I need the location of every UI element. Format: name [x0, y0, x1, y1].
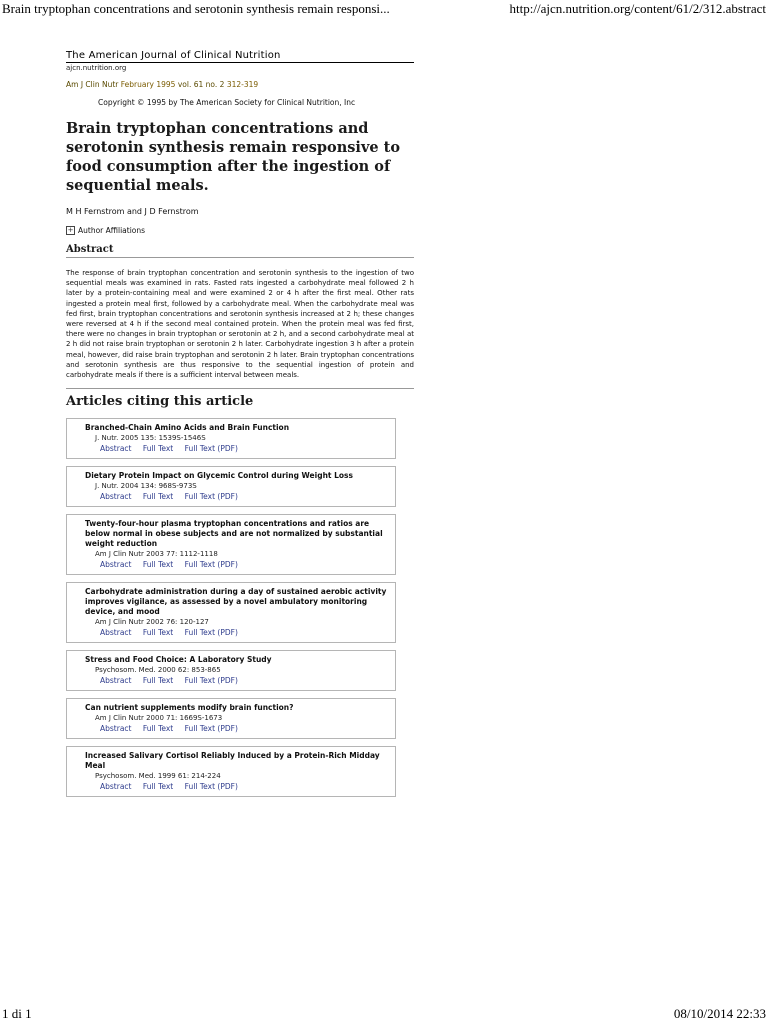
citing-article-ref: Am J Clin Nutr 2003 77: 1112-1118 [95, 550, 218, 559]
citing-article-title: Stress and Food Choice: A Laboratory Study [85, 655, 272, 665]
divider [66, 388, 414, 389]
full-text-link[interactable]: Full Text [142, 560, 174, 570]
abstract-link[interactable]: Abstract [100, 444, 132, 454]
journal-site[interactable]: ajcn.nutrition.org [66, 64, 127, 72]
pdf-link[interactable]: Full Text (PDF) [184, 724, 238, 734]
citing-article-links [100, 782, 387, 791]
copyright: Copyright © 1995 by The American Society for Clinical Nutrition, Inc [98, 98, 356, 107]
citing-article-title: Can nutrient supplements modify brain function? [85, 703, 294, 713]
pdf-link[interactable]: Full Text (PDF) [184, 782, 238, 792]
print-page-title: Brain tryptophan concentrations and serotonin synthesis remain responsi... [2, 1, 390, 16]
article-title: Brain tryptophan concentrations and serotonin synthesis remain responsive to food consumption after the ingestion of sequential meals. [66, 120, 401, 194]
citing-article-links [100, 560, 387, 569]
citing-article [66, 698, 396, 739]
full-text-link[interactable]: Full Text [142, 782, 174, 792]
citing-article-title: Branched-Chain Amino Acids and Brain Function [85, 423, 290, 433]
pdf-link[interactable]: Full Text (PDF) [184, 676, 238, 686]
full-text-link[interactable]: Full Text [142, 676, 174, 686]
expand-plus-icon[interactable]: + [67, 226, 74, 234]
journal-name[interactable]: The American Journal of Clinical Nutrition [66, 50, 414, 63]
abstract-link[interactable]: Abstract [100, 560, 132, 570]
citing-articles-list [66, 418, 414, 797]
full-text-link[interactable]: Full Text [142, 492, 174, 502]
abstract-link[interactable]: Abstract [100, 628, 132, 638]
issue-date[interactable]: February 1995 [120, 80, 176, 89]
citing-article-links [100, 724, 387, 733]
issue-volume: vol. 61 no. 2 [177, 80, 225, 89]
full-text-link[interactable]: Full Text [142, 724, 174, 734]
journal-abbrev: Am J Clin Nutr [66, 80, 119, 89]
citing-article [66, 650, 396, 691]
print-page-number: 1 di 1 [2, 1006, 32, 1021]
print-footer [0, 1006, 768, 1024]
citing-article-links [100, 444, 387, 453]
citing-article [66, 418, 396, 459]
citing-article-links [100, 492, 387, 501]
citing-article-ref: Psychosom. Med. 2000 62: 853-865 [95, 666, 221, 675]
citing-articles-heading: Articles citing this article [66, 394, 254, 410]
abstract-link[interactable]: Abstract [100, 492, 132, 502]
citing-article-ref: Am J Clin Nutr 2000 71: 1669S-1673 [95, 714, 223, 723]
pdf-link[interactable]: Full Text (PDF) [184, 492, 238, 502]
citing-article-ref: Psychosom. Med. 1999 61: 214-224 [95, 772, 221, 781]
citing-article-title: Increased Salivary Cortisol Reliably Induced by a Protein-Rich Midday Meal [85, 751, 380, 771]
citation-line [66, 80, 414, 89]
pdf-link[interactable]: Full Text (PDF) [184, 628, 238, 638]
citing-article-title: Dietary Protein Impact on Glycemic Control during Weight Loss [85, 471, 353, 481]
citing-article [66, 466, 396, 507]
citing-article-links [100, 628, 387, 637]
citing-article-ref: J. Nutr. 2004 134: 968S-973S [95, 482, 197, 491]
citing-article-ref: Am J Clin Nutr 2002 76: 120-127 [95, 618, 209, 627]
pdf-link[interactable]: Full Text (PDF) [184, 444, 238, 454]
citing-article-title: Twenty-four-hour plasma tryptophan concentrations and ratios are below normal in obese subjects and are not normalized by substantial weight reduction [85, 519, 383, 549]
citing-article-title: Carbohydrate administration during a day of sustained aerobic activity improves vigilance, as assessed by a novel ambulatory monitoring device, and mood [85, 587, 387, 617]
author-affiliations-toggle[interactable] [66, 226, 414, 235]
citing-article-ref: J. Nutr. 2005 135: 1539S-1546S [95, 434, 206, 443]
full-text-link[interactable]: Full Text [142, 444, 174, 454]
citing-article-links [100, 676, 387, 685]
print-datetime: 08/10/2014 22:33 [673, 1006, 766, 1021]
print-header [0, 0, 768, 18]
citing-article [66, 514, 396, 575]
abstract-link[interactable]: Abstract [100, 724, 132, 734]
citing-article [66, 746, 396, 797]
abstract-heading: Abstract [66, 244, 414, 258]
article-content [66, 50, 414, 804]
abstract-link[interactable]: Abstract [100, 782, 132, 792]
pdf-link[interactable]: Full Text (PDF) [184, 560, 238, 570]
article-authors: M H Fernstrom and J D Fernstrom [66, 207, 199, 216]
author-affiliations-label: Author Affiliations [78, 226, 146, 235]
abstract-text: The response of brain tryptophan concentration and serotonin synthesis to the ingestion of two sequential meals was examined in rats. Fasted rats ingested a carbohydrate meal followed 2 h later by a protein-containing meal and were examined 2 or 4 h after the first meal. Other rats ingested a protein meal first, followed by a carbohydrate meal. When the carbohydrate meal was fed first, brain tryptophan concentrations and serotonin synthesis increased at 2 h; these changes were reversed at 4 h if the second meal contained protein. When the protein meal was fed first, there were no changes in brain tryptophan or serotonin at 2 h, and a second carbohydrate meal at 2 h did not raise brain tryptophan or serotonin 2 h later. Carbohydrate ingestion 3 h after a protein meal, however, did raise brain tryptophan and serotonin 2 h later. Brain tryptophan concentrations and serotonin synthesis are thus responsive to the sequential ingestion of protein and carbohydrate meals if there is a sufficient interval between meals. [66, 269, 414, 380]
full-text-link[interactable]: Full Text [142, 628, 174, 638]
citing-article [66, 582, 396, 643]
abstract-link[interactable]: Abstract [100, 676, 132, 686]
print-page-url: http://ajcn.nutrition.org/content/61/2/312.abstract [509, 1, 766, 16]
issue-pages: 312-319 [226, 80, 259, 89]
